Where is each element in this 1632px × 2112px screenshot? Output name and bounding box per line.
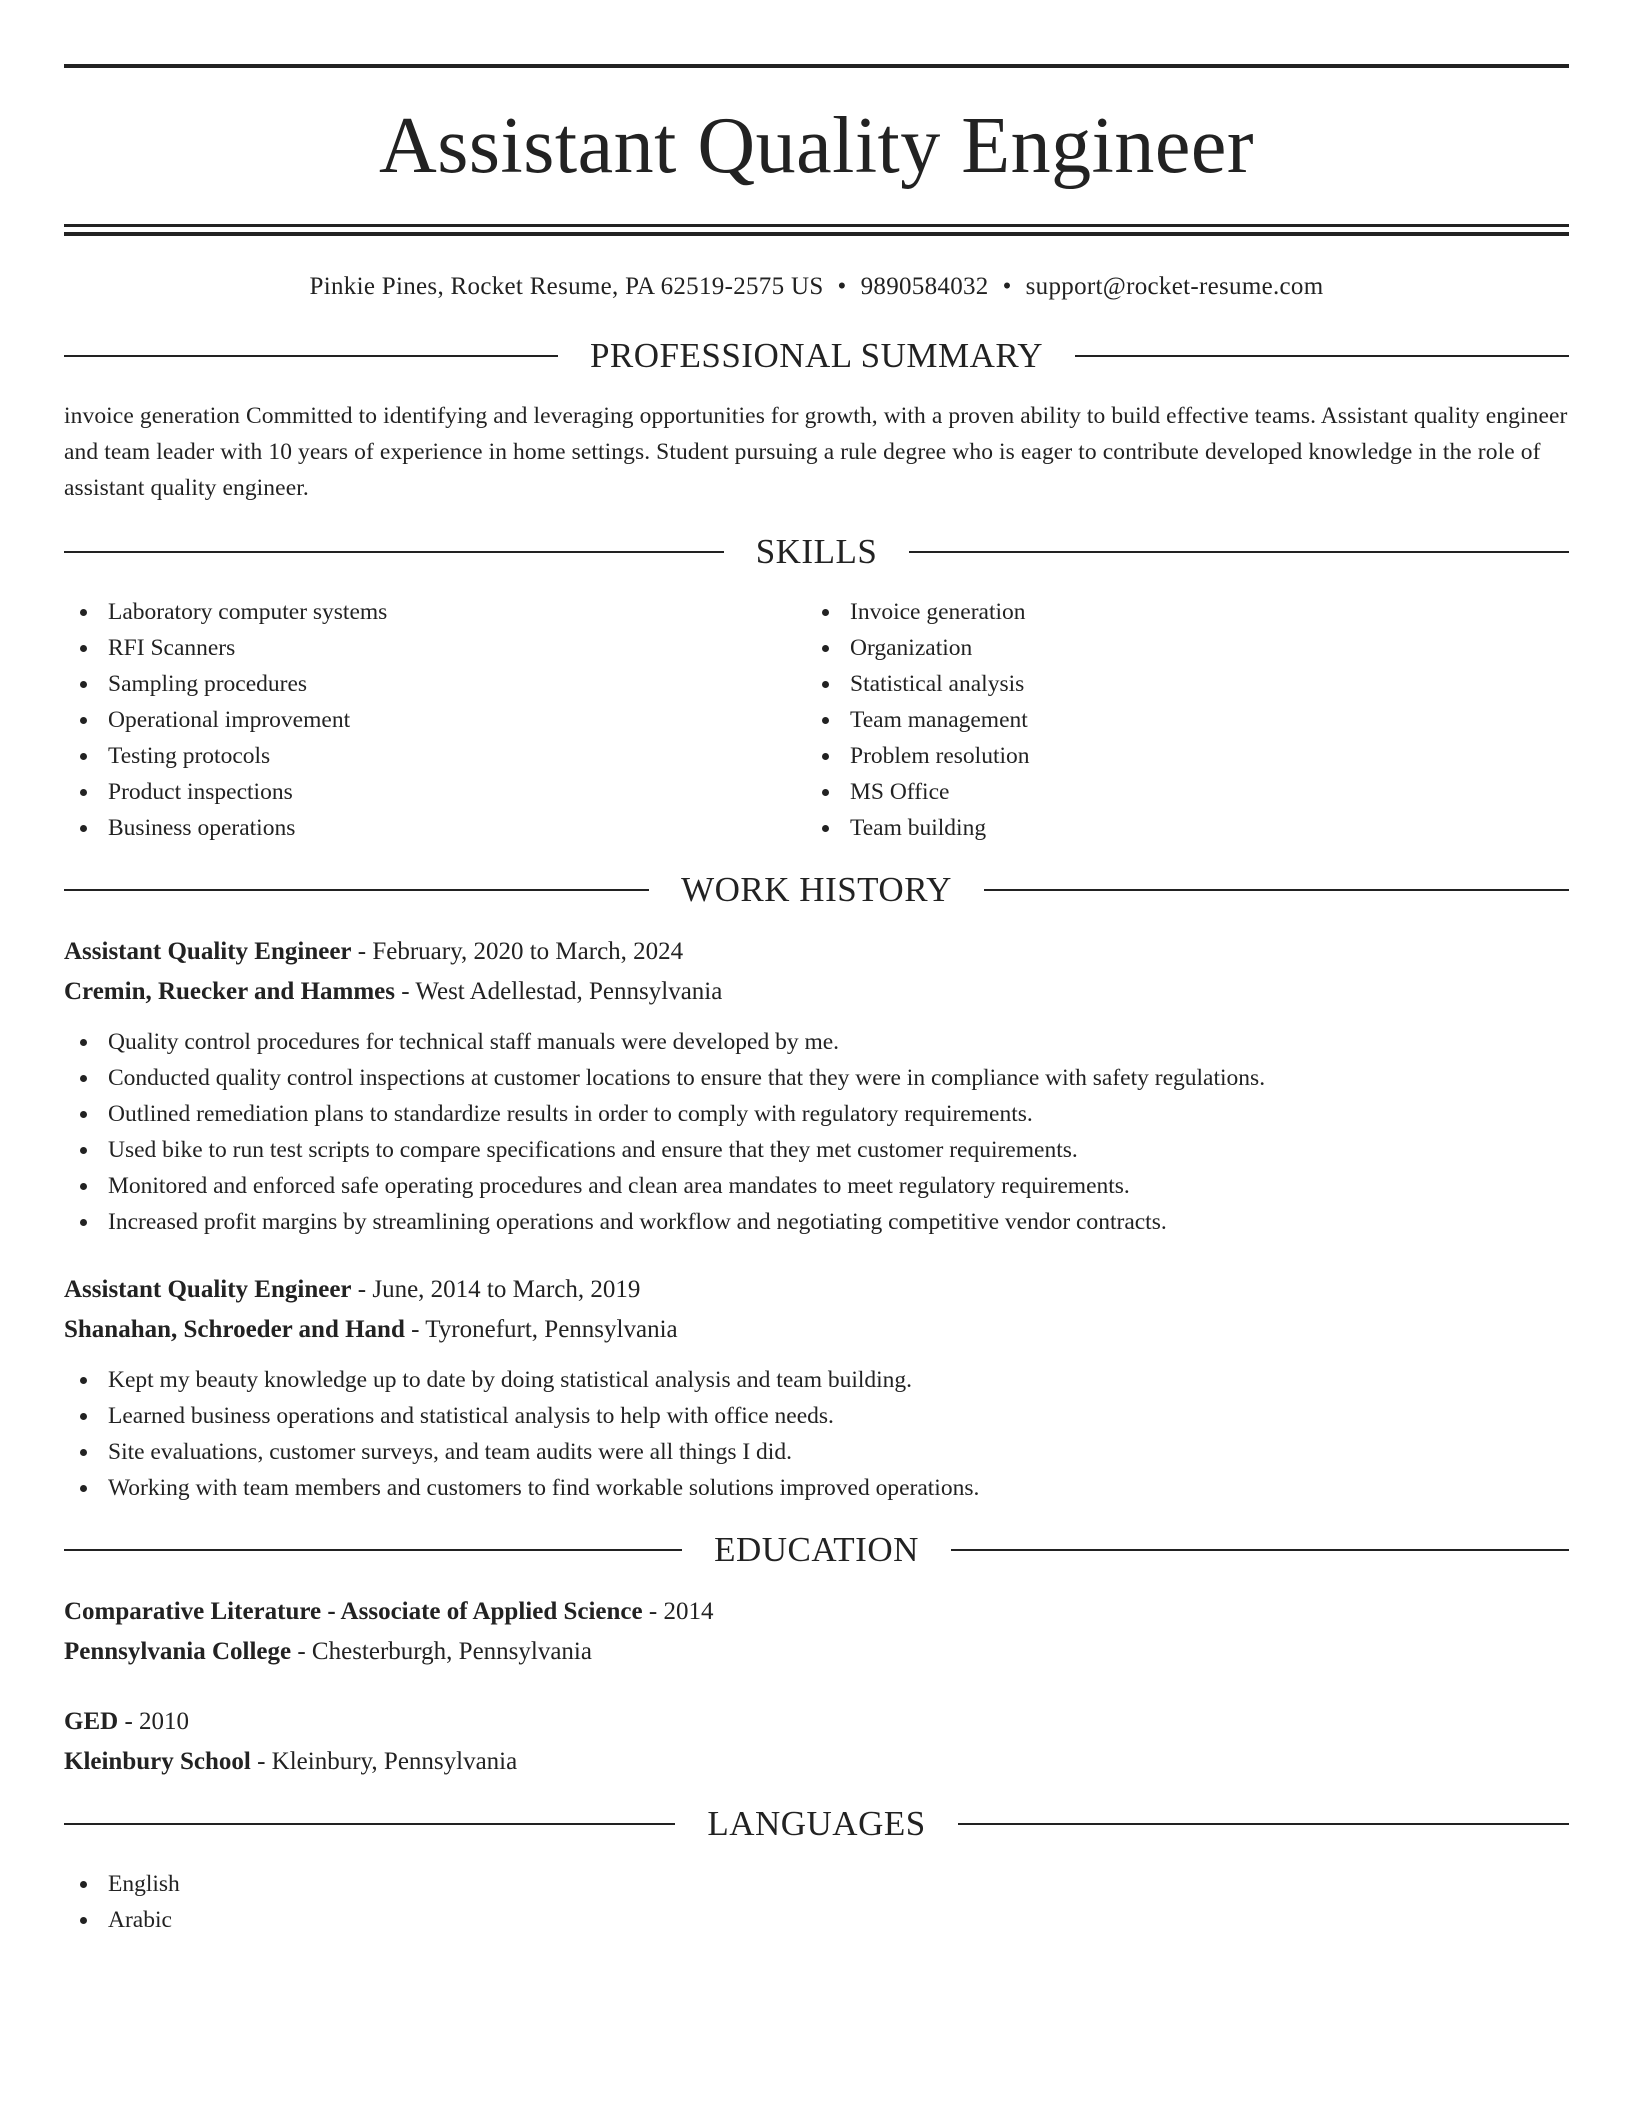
list-item: Learned business operations and statistical analysis to help with office needs. (64, 1398, 1569, 1434)
education-year: - 2010 (118, 1708, 190, 1735)
list-item: Team building (806, 810, 1548, 846)
education-degree: GED (64, 1708, 119, 1735)
job-location: - Tyronefurt, Pennsylvania (404, 1316, 678, 1343)
section-heading-work (64, 870, 1569, 910)
header-rule-1 (64, 224, 1569, 227)
list-item: Invoice generation (806, 594, 1548, 630)
heading-rule-left (64, 1823, 675, 1825)
page-title: Assistant Quality Engineer (378, 102, 1255, 190)
job-entry (64, 1270, 1569, 1506)
education-school-line (64, 1632, 1569, 1672)
skills-list-left (64, 594, 806, 846)
job-location: - West Adellestad, Pennsylvania (395, 978, 723, 1005)
section-heading-summary (64, 336, 1569, 376)
list-item: Laboratory computer systems (64, 594, 806, 630)
job-company: Shanahan, Schroeder and Hand (64, 1316, 405, 1343)
skills-list-right (806, 594, 1548, 846)
heading-rule-right (909, 551, 1569, 553)
list-item: Statistical analysis (806, 666, 1548, 702)
list-item: Quality control procedures for technical staff manuals were developed by me. (64, 1024, 1569, 1060)
job-dates: - February, 2020 to March, 2024 (351, 938, 684, 965)
job-title: Assistant Quality Engineer (64, 938, 352, 965)
job-bullets (64, 1024, 1569, 1240)
contact-email: support@rocket-resume.com (1025, 273, 1324, 300)
list-item: Site evaluations, customer surveys, and team audits were all things I did. (64, 1434, 1569, 1470)
languages-list (64, 1866, 1569, 1938)
education-year: - 2014 (642, 1598, 714, 1625)
list-item: Organization (806, 630, 1548, 666)
header-top-rule (64, 64, 1569, 68)
job-title-line (64, 1270, 1569, 1310)
list-item: Product inspections (64, 774, 806, 810)
education-location: - Kleinbury, Pennsylvania (250, 1748, 518, 1775)
list-item: Arabic (64, 1902, 1569, 1938)
section-title: WORK HISTORY (681, 870, 952, 909)
section-title: EDUCATION (714, 1530, 919, 1569)
education-entry (64, 1592, 1569, 1672)
list-item: Operational improvement (64, 702, 806, 738)
contact-address: Pinkie Pines, Rocket Resume, PA 62519-2575 US (309, 273, 824, 300)
section-title: LANGUAGES (707, 1804, 926, 1843)
contact-separator: • (837, 273, 847, 300)
heading-rule-right (1075, 355, 1569, 357)
list-item: Increased profit margins by streamlining operations and workflow and negotiating competitive vendor contracts. (64, 1204, 1569, 1240)
education-school: Pennsylvania College (64, 1638, 292, 1665)
section-heading-education (64, 1530, 1569, 1570)
education-location: - Chesterburgh, Pennsylvania (291, 1638, 592, 1665)
list-item: Business operations (64, 810, 806, 846)
summary-text: invoice generation Committed to identifying and leveraging opportunities for growth, with a proven ability to build effective teams. Assistant quality engineer and team leader with 10 years of experience in home settings. Student pursuing a rule degree who is eager to contribute developed knowledge in the role of assistant quality engineer. (64, 403, 1568, 501)
education-school: Kleinbury School (64, 1748, 251, 1775)
job-company: Cremin, Ruecker and Hammes (64, 978, 395, 1005)
heading-rule-right (984, 889, 1569, 891)
list-item: Problem resolution (806, 738, 1548, 774)
contact-separator: • (1002, 273, 1012, 300)
list-item: Outlined remediation plans to standardize results in order to comply with regulatory requirements. (64, 1096, 1569, 1132)
heading-rule-left (64, 889, 649, 891)
job-company-line (64, 1310, 1569, 1350)
section-heading-skills (64, 532, 1569, 572)
list-item: Conducted quality control inspections at customer locations to ensure that they were in compliance with safety regulations. (64, 1060, 1569, 1096)
resume-page (64, 64, 1569, 1938)
job-bullets (64, 1362, 1569, 1506)
education-school-line (64, 1742, 1569, 1782)
list-item: Monitored and enforced safe operating procedures and clean area mandates to meet regulatory requirements. (64, 1168, 1569, 1204)
list-item: English (64, 1866, 1569, 1902)
heading-rule-right (958, 1823, 1569, 1825)
list-item: Testing protocols (64, 738, 806, 774)
education-entry (64, 1702, 1569, 1782)
contact-phone: 9890584032 (860, 273, 989, 300)
education-degree-line (64, 1702, 1569, 1742)
section-title: PROFESSIONAL SUMMARY (589, 336, 1044, 375)
job-company-line (64, 972, 1569, 1012)
list-item: Kept my beauty knowledge up to date by doing statistical analysis and team building. (64, 1362, 1569, 1398)
education-degree: Comparative Literature - Associate of Applied Science (64, 1598, 643, 1625)
job-title-line (64, 932, 1569, 972)
heading-rule-left (64, 1549, 682, 1551)
list-item: MS Office (806, 774, 1548, 810)
header-rule-2 (64, 232, 1569, 236)
list-item: Used bike to run test scripts to compare specifications and ensure that they met customer requirements. (64, 1132, 1569, 1168)
list-item: Sampling procedures (64, 666, 806, 702)
contact-line (64, 272, 1569, 302)
skills-grid (64, 594, 1569, 846)
section-heading-languages (64, 1804, 1569, 1844)
job-dates: - June, 2014 to March, 2019 (351, 1276, 641, 1303)
job-title: Assistant Quality Engineer (64, 1276, 352, 1303)
education-degree-line (64, 1592, 1569, 1632)
job-entry (64, 932, 1569, 1240)
list-item: Working with team members and customers to find workable solutions improved operations. (64, 1470, 1569, 1506)
heading-rule-right (951, 1549, 1569, 1551)
heading-rule-left (64, 355, 558, 357)
list-item: Team management (806, 702, 1548, 738)
list-item: RFI Scanners (64, 630, 806, 666)
heading-rule-left (64, 551, 724, 553)
section-title: SKILLS (755, 532, 878, 571)
